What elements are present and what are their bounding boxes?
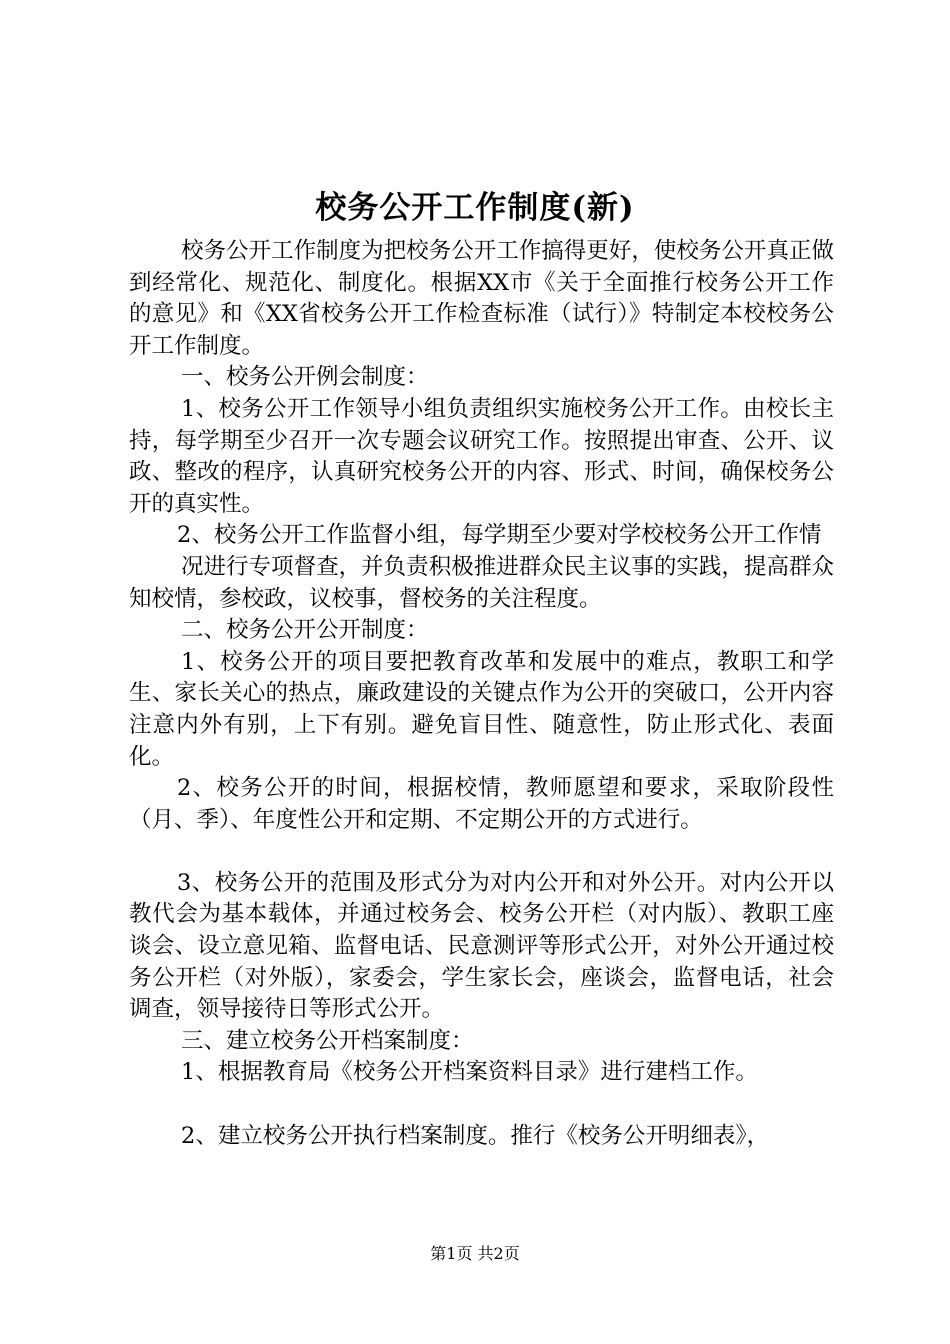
intro-paragraph: 校务公开工作制度为把校务公开工作搞得更好，使校务公开真正做到经常化、规范化、制度化。根据XX市《关于全面推行校务公开工作的意见》和《XX省校务公开工作检查标准（试行）》特制定本校校务公开工作制度。: [129, 238, 834, 359]
section-heading-3: 三、建立校务公开档案制度：: [181, 1027, 474, 1054]
section-1-item-2-continued: 况进行专项督查，并负责积极推进群众民主议事的实践，提高群众知校情，参校政，议校事，督校务的关注程度。: [129, 553, 834, 612]
section-2-item-2: 2、校务公开的时间，根据校情，教师愿望和要求，采取阶段性（月、季）、年度性公开和定期、不定期公开的方式进行。: [129, 775, 834, 833]
page-footer: 第1页 共2页: [430, 1244, 520, 1263]
section-1-item-1: 1、校务公开工作领导小组负责组织实施校务公开工作。由校长主持，每学期至少召开一次专题会议研究工作。按照提出审查、公开、议政、整改的程序，认真研究校务公开的内容、形式、时间，确保校务公开的真实性。: [129, 395, 834, 517]
section-1-item-2: 2、校务公开工作监督小组，每学期至少要对学校校务公开工作情: [177, 522, 822, 549]
section-3-item-1: 1、根据教育局《校务公开档案资料目录》进行建档工作。: [181, 1059, 758, 1086]
section-3-item-2: 2、建立校务公开执行档案制度。推行《校务公开明细表》，: [181, 1122, 770, 1149]
section-heading-1: 一、校务公开例会制度：: [181, 364, 429, 391]
section-2-item-3: 3、校务公开的范围及形式分为对内公开和对外公开。对内公开以教代会为基本载体，并通过校务会、校务公开栏（对内版）、教职工座谈会、设立意见箱、监督电话、民意测评等形式公开，对外公开通过校务公开栏（对外版），家委会，学生家长会，座谈会，监督电话，社会调查，领导接待日等形式公开。: [129, 869, 834, 1023]
document-body: [129, 236, 834, 1152]
paragraph-gap: [129, 836, 834, 868]
page-title: 校务公开工作制度(新): [315, 190, 635, 226]
section-2-item-1: 1、校务公开的项目要把教育改革和发展中的难点，教职工和学生、家长关心的热点，廉政建设的关键点作为公开的突破口，公开内容注意内外有别，上下有别。避免盲目性、随意性，防止形式化、表面化。: [129, 648, 834, 770]
section-heading-2: 二、校务公开公开制度：: [181, 617, 429, 644]
paragraph-gap: [129, 1089, 834, 1121]
